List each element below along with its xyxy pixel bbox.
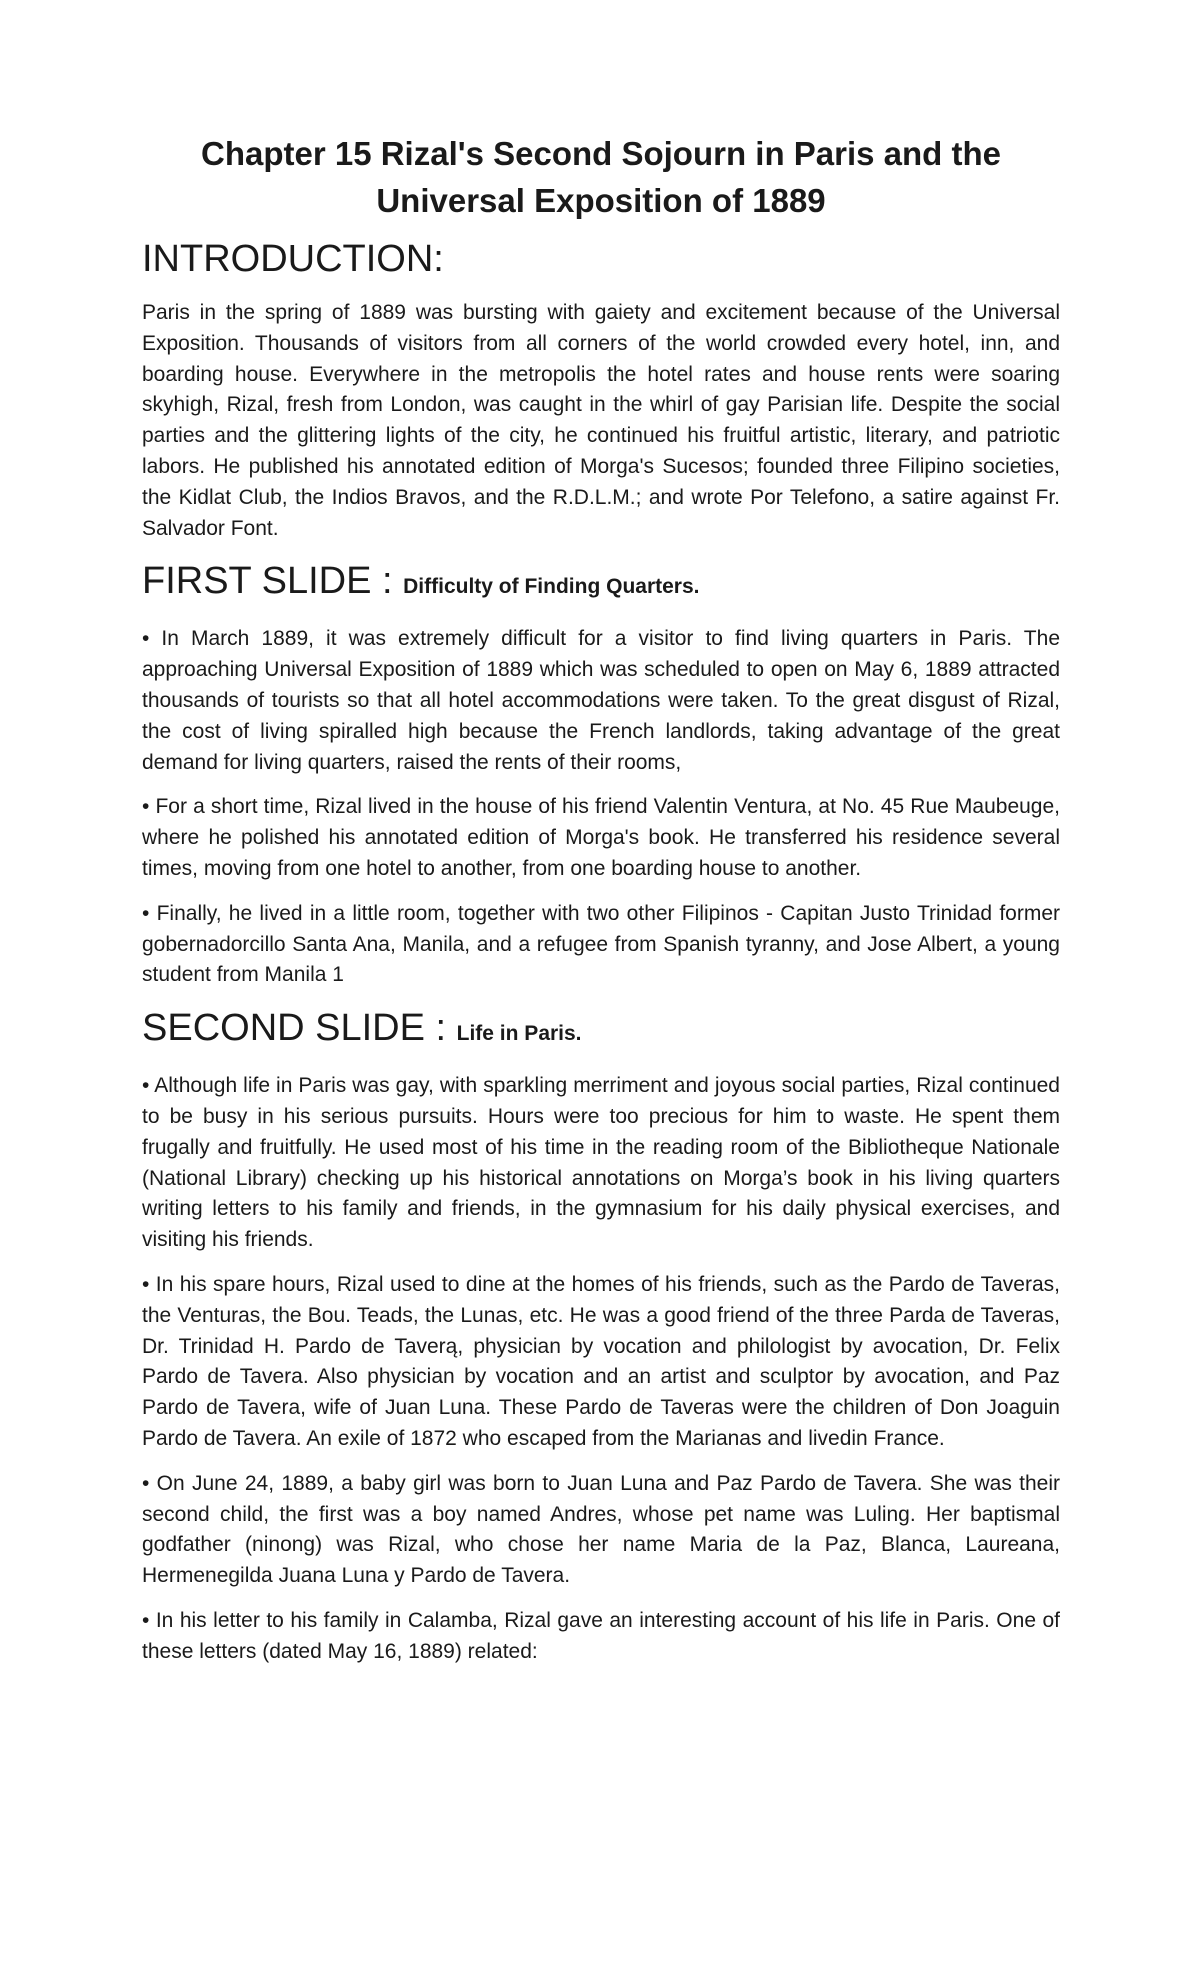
chapter-title-line-1: Chapter 15 Rizal's Second Sojourn in Paris and the <box>200 135 1002 172</box>
first-slide-subtitle: Difficulty of Finding Quarters. <box>403 575 700 599</box>
introduction-paragraph: Paris in the spring of 1889 was bursting with gaiety and excitement because of the Universal Exposition. Thousands of visitors from all corners of the world crowded every hotel, inn, and boarding house. Everywhere in the metropolis the hotel rates and house rents were soaring skyhigh, Rizal, fresh from London, was caught in the whirl of gay Parisian life. Despite the social parties and the glittering lights of the city, he continued his fruitful artistic, literary, and patriotic labors. He published his annotated edition of Morga's Sucesos; founded three Filipino societies, the Kidlat Club, the Indios Bravos, and the R.D.L.M.; and wrote Por Telefono, a satire against Fr. Salvador Font. <box>142 301 1060 540</box>
first-slide-heading <box>142 558 1060 610</box>
first-slide-bullet-1: • In March 1889, it was extremely difficult for a visitor to find living quarters in Paris. The approaching Universal Exposition of 1889 which was scheduled to open on May 6, 1889 attracted thousands of tourists so that all hotel accommodations were taken. To the great disgust of Rizal, the cost of living spiralled high because the French landlords, taking advantage of the great demand for living quarters, raised the rents of their rooms, <box>142 627 1060 774</box>
first-slide-bullet-2: • For a short time, Rizal lived in the house of his friend Valentin Ventura, at No. 45 Rue Maubeuge, where he polished his annotated edition of Morga's book. He transferred his residence several times, moving from one hotel to another, from one boarding house to another. <box>142 795 1060 880</box>
second-slide-bullet-2: • In his spare hours, Rizal used to dine at the homes of his friends, such as the Pardo de Taveras, the Venturas, the Bou. Teads, the Lunas, etc. He was a good friend of the three Parda de Taveras, Dr. Trinidad H. Pardo de Taverą, physician by vocation and philologist by avocation, Dr. Felix Pardo de Tavera. Also physician by vocation and an artist and sculptor by avocation, and Paz Pardo de Tavera, wife of Juan Luna. These Pardo de Taveras were the children of Don Joaguin Pardo de Tavera. An exile of 1872 who escaped from the Marianas and livedin France. <box>142 1272 1060 1450</box>
chapter-title <box>142 130 1060 224</box>
introduction-heading: INTRODUCTION: <box>142 238 444 280</box>
chapter-title-line-2: Universal Exposition of 1889 <box>376 182 826 219</box>
second-slide-subtitle: Life in Paris. <box>456 1022 582 1046</box>
first-slide-bullet-3: • Finally, he lived in a little room, together with two other Filipinos - Capitan Justo Trinidad former gobernadorcillo Santa Ana, Manila, and a refugee from Spanish tyranny, and Jose Albert, a young student from Manila 1 <box>142 901 1060 987</box>
second-slide-heading <box>142 1005 1060 1057</box>
document-page <box>142 130 1060 1681</box>
second-slide-label: SECOND SLIDE : <box>142 1007 457 1050</box>
second-slide-bullet-1: • Although life in Paris was gay, with sparkling merriment and joyous social parties, Rizal continued to be busy in his serious pursuits. Hours were too precious for him to waste. He spent them frugally and fruitfully. He used most of his time in the reading room of the Bibliotheque Nationale (National Library) checking up his historical annotations on Morga’s book in his living quarters writing letters to his family and friends, in the gymnasium for his daily physical exercises, and visiting his friends. <box>142 1074 1060 1252</box>
second-slide-bullet-4: • In his letter to his family in Calamba, Rizal gave an interesting account of his life in Paris. One of these letters (dated May 16, 1889) related: <box>142 1608 1060 1663</box>
first-slide-label: FIRST SLIDE : <box>142 560 404 603</box>
second-slide-bullet-3: • On June 24, 1889, a baby girl was born to Juan Luna and Paz Pardo de Tavera. She was their second child, the first was a boy named Andres, whose pet name was Luling. Her baptismal godfather (ninong) was Rizal, who chose her name Maria de la Paz, Blanca, Laureana, Hermenegilda Juana Luna y Pardo de Tavera. <box>142 1471 1060 1588</box>
